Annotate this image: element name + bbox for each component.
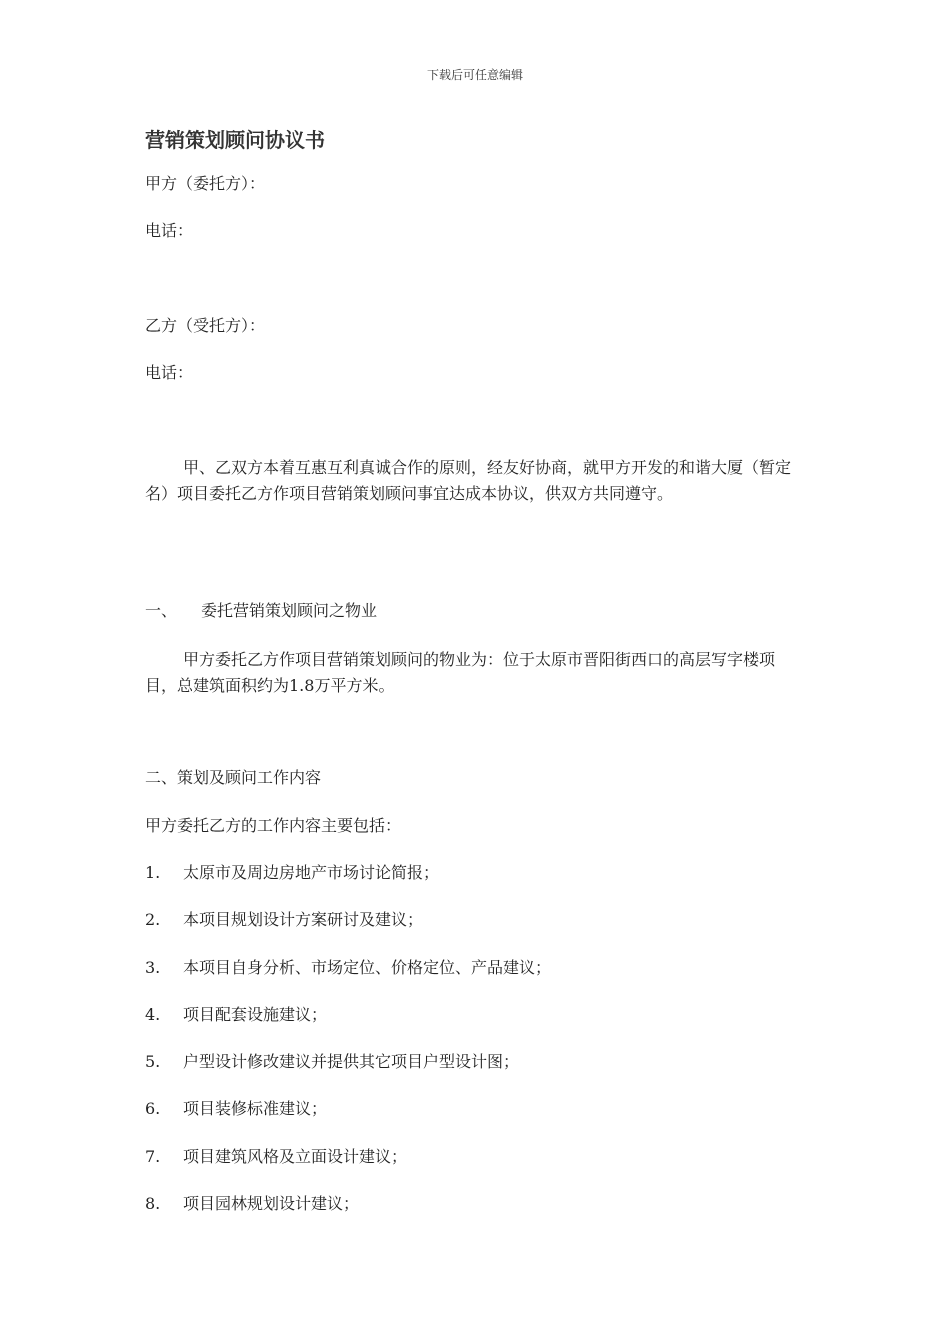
list-item-text: 户型设计修改建议并提供其它项目户型设计图； <box>183 1052 520 1072</box>
list-item-number: 2. <box>145 910 161 930</box>
list-item <box>145 1097 551 1144</box>
section1-body: 甲方委托乙方作项目营销策划顾问的物业为：位于太原市晋阳街西口的高层写字楼项目，总建筑面积约为1.8万平方米。 <box>145 650 776 695</box>
party-a-phone: 电话： <box>145 221 194 240</box>
intro-paragraph: 甲、乙双方本着互惠互利真诚合作的原则，经友好协商，就甲方开发的和谐大厦（暂定名）项目委托乙方作项目营销策划顾问事宜达成本协议，供双方共同遵守。 <box>145 458 792 503</box>
party-b-label: 乙方（受托方）： <box>145 316 266 335</box>
party-b-phone: 电话： <box>145 363 194 382</box>
list-item <box>145 861 551 908</box>
list-item-number: 5. <box>145 1052 161 1072</box>
section2-heading: 二、策划及顾问工作内容 <box>145 768 322 787</box>
list-item-text: 项目园林规划设计建议； <box>183 1194 360 1214</box>
header-note: 下载后可任意编辑 <box>426 68 523 82</box>
list-item-text: 本项目自身分析、市场定位、价格定位、产品建议； <box>183 957 552 977</box>
list-item-text: 项目装修标准建议； <box>183 1099 328 1119</box>
section1-title: 委托营销策划顾问之物业 <box>201 601 378 620</box>
section1-number: 一、 <box>145 601 178 620</box>
list-item-number: 6. <box>145 1099 161 1119</box>
list-item <box>145 1145 551 1192</box>
list-item-text: 项目建筑风格及立面设计建议； <box>183 1146 408 1166</box>
list-item-text: 本项目规划设计方案研讨及建议； <box>183 910 424 930</box>
work-content-list <box>145 861 551 1239</box>
document-title: 营销策划顾问协议书 <box>145 128 325 152</box>
list-item-number: 8. <box>145 1194 161 1214</box>
section2-lead: 甲方委托乙方的工作内容主要包括： <box>145 816 402 835</box>
section1-heading <box>145 599 377 623</box>
list-item <box>145 1003 551 1050</box>
list-item-number: 1. <box>145 863 161 882</box>
list-item <box>145 956 551 1003</box>
list-item-text: 太原市及周边房地产市场讨论简报； <box>183 863 440 882</box>
party-a-label: 甲方（委托方）： <box>145 174 266 193</box>
list-item-number: 3. <box>145 957 161 977</box>
list-item-number: 7. <box>145 1146 161 1166</box>
list-item <box>145 908 551 955</box>
list-item <box>145 1050 551 1097</box>
list-item-text: 项目配套设施建议； <box>183 1004 328 1024</box>
list-item-number: 4. <box>145 1004 161 1024</box>
list-item <box>145 1192 551 1239</box>
